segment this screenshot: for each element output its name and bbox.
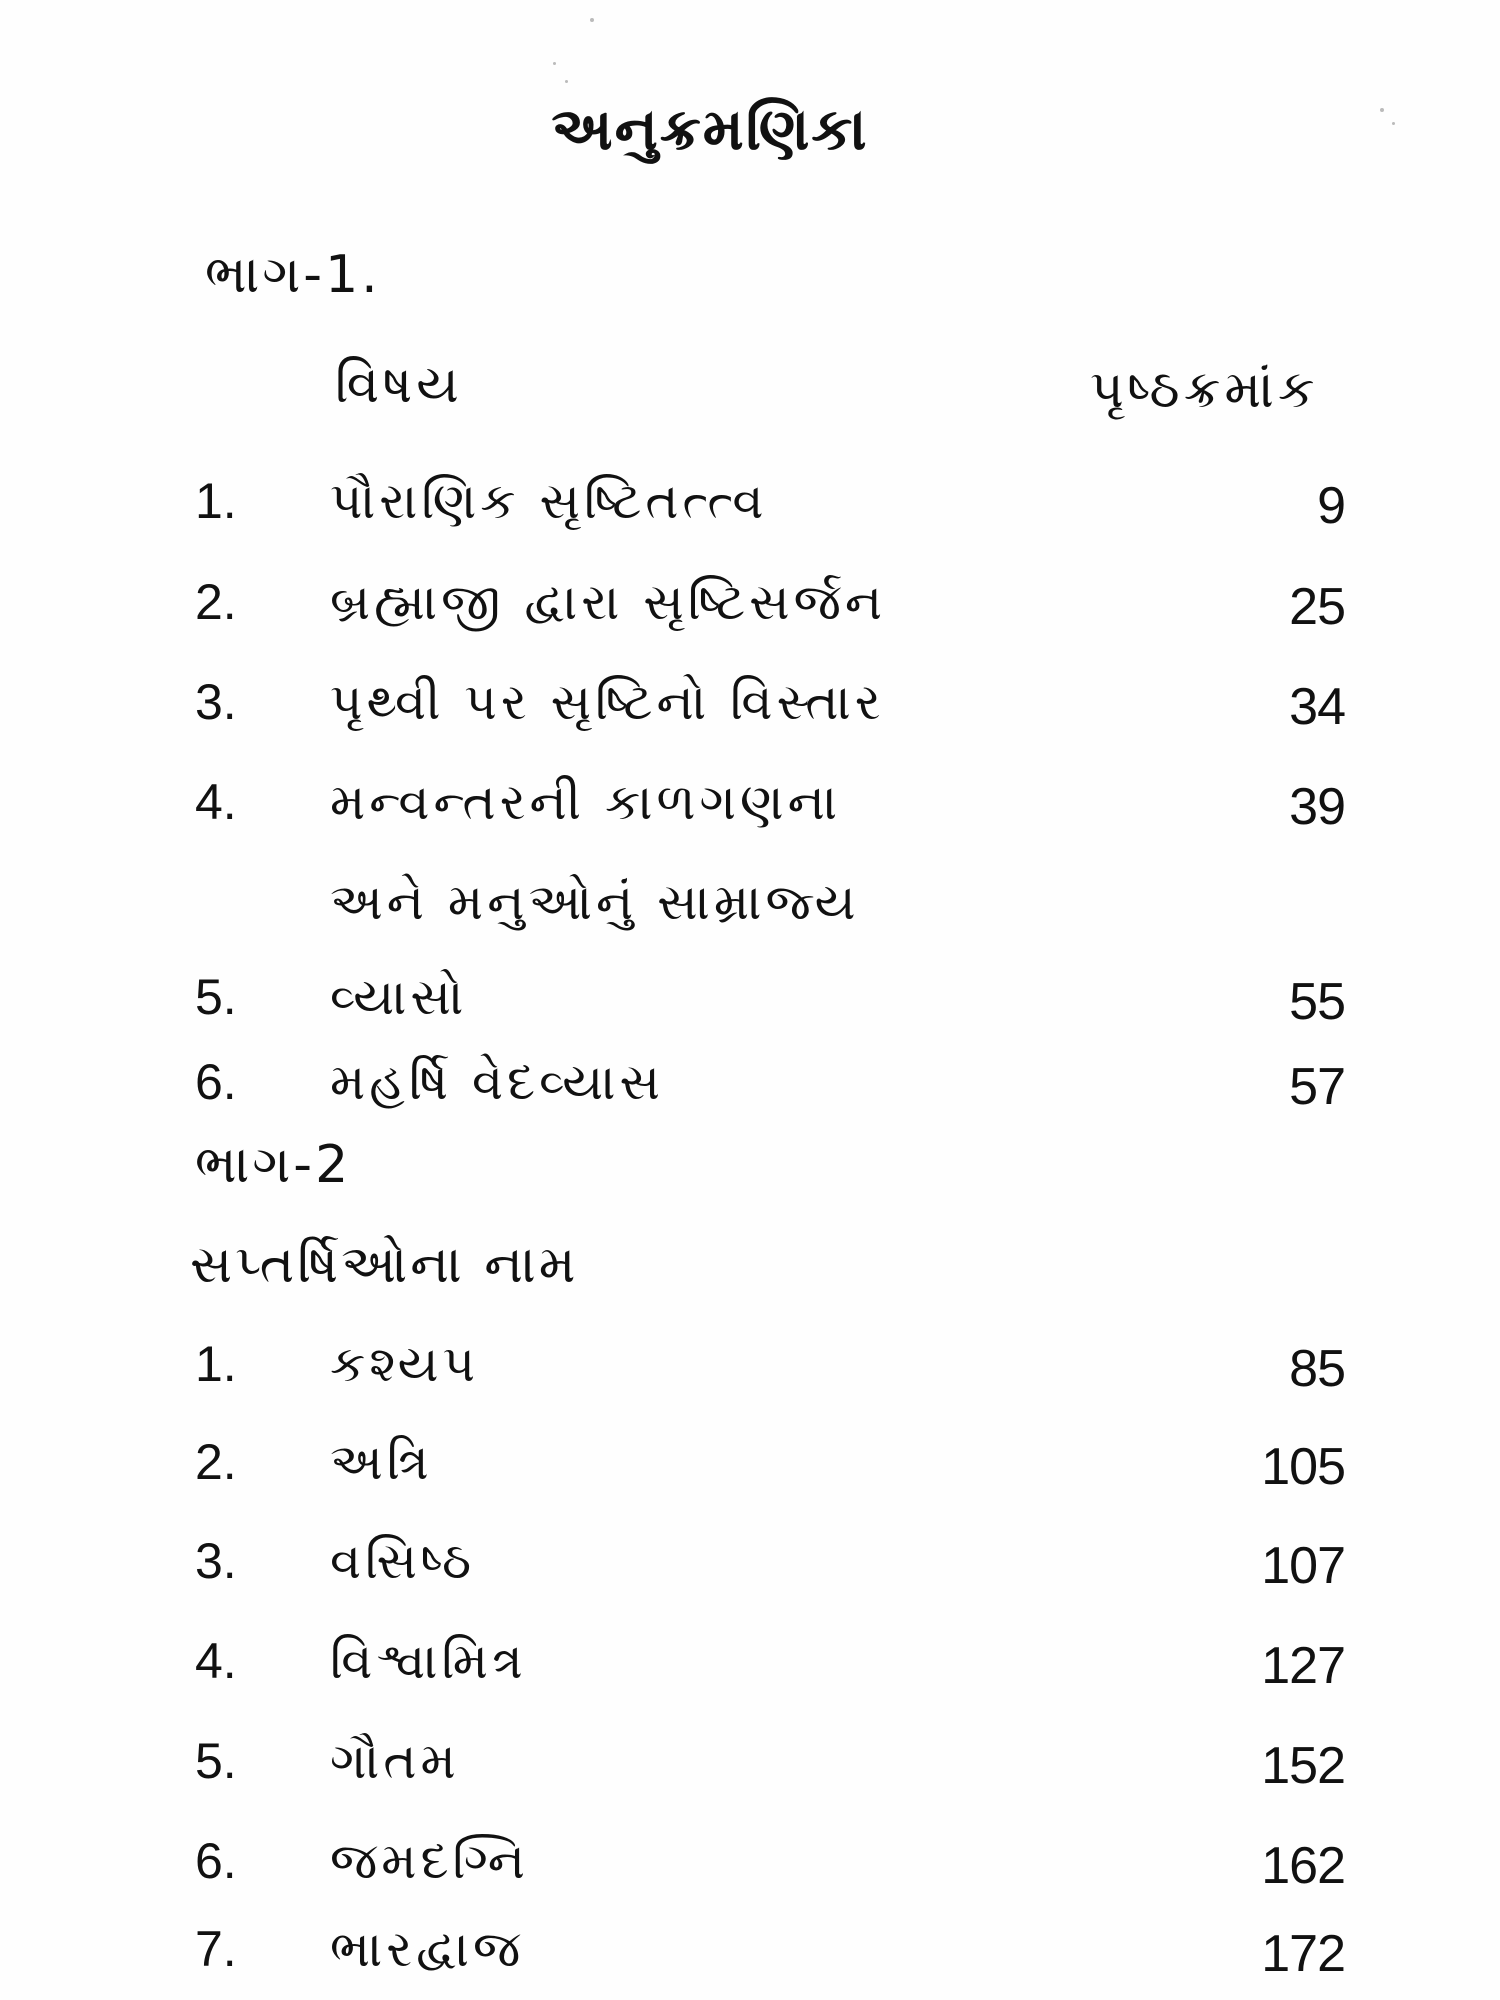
entry-number: 3. (195, 1533, 237, 1589)
entry-page-number: 57 (1289, 1058, 1345, 1116)
toc-entry (195, 1632, 1345, 1702)
part-2-subheading: સપ્તર્ષિઓના નામ (190, 1235, 579, 1295)
toc-entry (195, 968, 1345, 1038)
toc-entry (195, 1920, 1345, 1990)
toc-entry (195, 1053, 1345, 1123)
entry-topic: પૌરાણિક સૃષ્ટિતત્ત્વ (330, 472, 768, 530)
toc-entry (195, 1532, 1345, 1602)
entry-page-number: 152 (1261, 1737, 1345, 1795)
entry-number: 7. (195, 1921, 237, 1977)
entry-topic: બ્રહ્માજી દ્વારા સૃષ્ટિસર્જન (330, 573, 887, 631)
entry-page-number: 172 (1261, 1925, 1345, 1983)
entry-page-number: 25 (1289, 578, 1345, 636)
entry-number: 1. (195, 1336, 237, 1392)
entry-page-number: 55 (1289, 973, 1345, 1031)
toc-entry (195, 573, 1345, 643)
entry-number: 4. (195, 1633, 237, 1689)
entry-number: 6. (195, 1054, 237, 1110)
entry-number: 2. (195, 1434, 237, 1490)
entry-number: 6. (195, 1833, 237, 1889)
entry-number: 3. (195, 674, 237, 730)
entry-page-number: 9 (1317, 477, 1345, 535)
entry-topic: જમદગ્નિ (330, 1832, 530, 1890)
entry-topic: પૃથ્વી પર સૃષ્ટિનો વિસ્તાર (330, 673, 885, 731)
page-title: અનુક્રમણિકા (551, 95, 869, 163)
entry-page-number: 105 (1261, 1438, 1345, 1496)
entry-number: 2. (195, 574, 237, 630)
entry-number: 5. (195, 969, 237, 1025)
entry-number: 5. (195, 1733, 237, 1789)
entry-page-number: 127 (1261, 1637, 1345, 1695)
entry-number: 1. (195, 473, 237, 529)
entry-topic: ગૌતમ (330, 1732, 460, 1790)
scan-speck (590, 18, 594, 22)
entry-page-number: 34 (1289, 678, 1345, 736)
toc-entry (195, 1433, 1345, 1503)
topic-column-header: વિષય (335, 355, 463, 415)
scan-speck (553, 62, 556, 65)
toc-entry (195, 1335, 1345, 1405)
toc-entry (195, 673, 1345, 743)
entry-topic: વિશ્વામિત્ર (330, 1632, 527, 1690)
toc-entry (195, 472, 1345, 542)
part-1-heading: ભાગ-1. (205, 245, 381, 305)
entry-number: 4. (195, 774, 237, 830)
toc-entry (195, 773, 1345, 843)
entry-topic: વસિષ્ઠ (330, 1532, 476, 1590)
entry-page-number: 39 (1289, 778, 1345, 836)
toc-entry-continuation (195, 873, 1345, 943)
entry-page-number: 162 (1261, 1837, 1345, 1895)
entry-topic: મન્વન્તરની કાળગણના (330, 773, 842, 831)
entry-topic: કશ્યપ (330, 1335, 480, 1393)
entry-page-number: 85 (1289, 1340, 1345, 1398)
part-2-heading: ભાગ-2 (195, 1135, 352, 1195)
page-number-column-header: પૃષ્ઠક્રમાંક (1090, 360, 1319, 420)
entry-topic: વ્યાસો (330, 968, 468, 1026)
toc-entry (195, 1732, 1345, 1802)
scan-speck (565, 80, 568, 83)
entry-topic: અત્રિ (330, 1433, 433, 1491)
entry-page-number: 107 (1261, 1537, 1345, 1595)
entry-topic-line2: અને મનુઓનું સામ્રાજ્ય (330, 873, 860, 931)
entry-topic: મહર્ષિ વેદવ્યાસ (330, 1053, 664, 1111)
toc-entry (195, 1832, 1345, 1902)
entry-topic: ભારદ્વાજ (330, 1920, 525, 1978)
